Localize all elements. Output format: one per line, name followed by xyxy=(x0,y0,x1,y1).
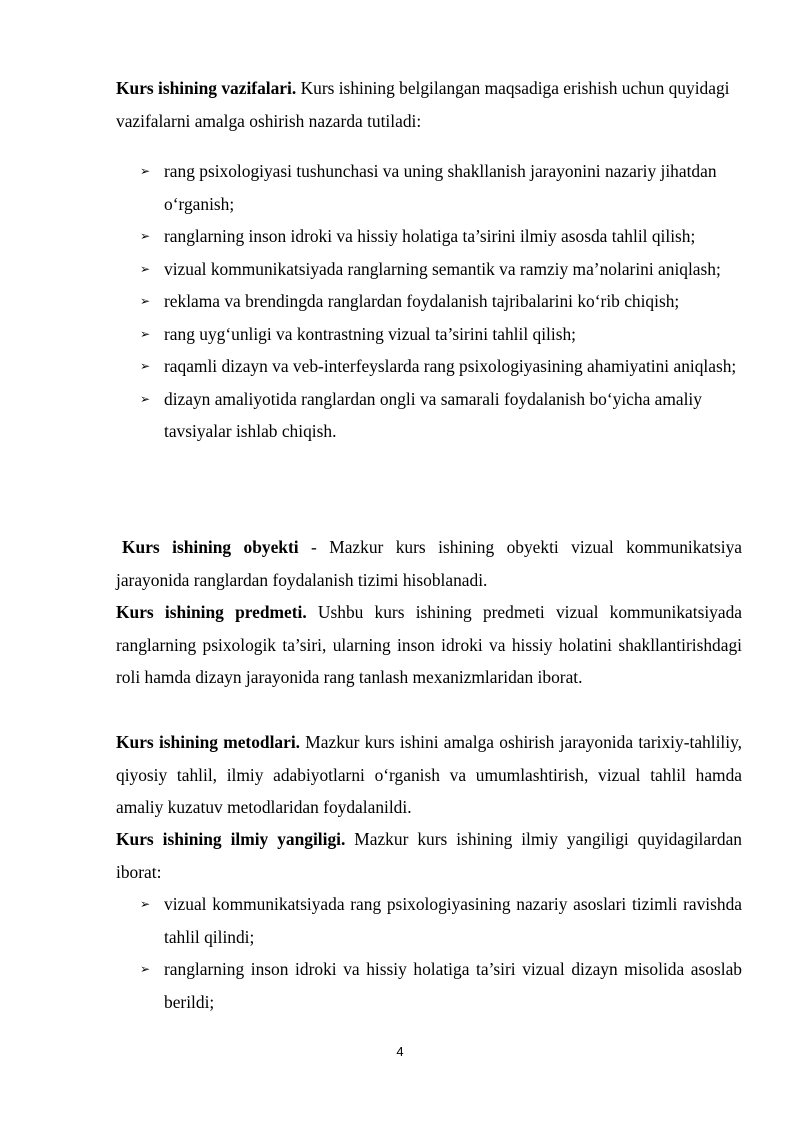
methods-text: Mazkur kurs ishini amalga oshirish jarayonida tarixiy-tahliliy, qiyosiy tahlil, ilmiy adabiyotlarni o‘rganish va umumlashtirish, vizual tahlil hamda amaliy kuzatuv metodlaridan foydalanildi. xyxy=(116,732,742,817)
arrow-bullet-icon: ➢ xyxy=(140,897,151,911)
novelty-list xyxy=(116,888,742,1018)
subject-paragraph xyxy=(116,596,742,694)
subject-text: Ushbu kurs ishining predmeti vizual kommunikatsiyada ranglarning psixologik ta’siri, ularning inson idroki va hissiy holatini shakllantirishdagi roli hamda dizayn jarayonida rang tanlash mexanizmlaridan iborat. xyxy=(116,602,742,687)
list-item: ➢ vizual kommunikatsiyada ranglarning semantik va ramziy ma’nolarini aniqlash; xyxy=(116,253,742,286)
subject-heading: Kurs ishining predmeti. xyxy=(116,602,307,622)
list-item: ➢ raqamli dizayn va veb-interfeyslarda rang psixologiyasining ahamiyatini aniqlash; xyxy=(116,350,742,383)
arrow-bullet-icon: ➢ xyxy=(140,261,151,276)
methods-heading: Kurs ishining metodlari. xyxy=(116,732,301,752)
tasks-paragraph xyxy=(116,72,742,137)
list-item: ➢ dizayn amaliyotida ranglardan ongli va samarali foydalanish bo‘yicha amaliy tavsiyalar ishlab chiqish. xyxy=(116,383,742,448)
arrow-bullet-icon: ➢ xyxy=(140,359,151,373)
list-item: ➢ reklama va brendingda ranglardan foydalanish tajribalarini ko‘rib chiqish; xyxy=(116,285,742,318)
tasks-intro: Kurs ishining belgilangan maqsadiga erishish uchun quyidagi vazifalarni amalga oshirish nazarda tutiladi: xyxy=(116,78,730,131)
arrow-bullet-icon: ➢ xyxy=(140,326,151,341)
arrow-bullet-icon: ➢ xyxy=(140,391,151,406)
methods-paragraph xyxy=(116,726,742,824)
object-paragraph xyxy=(116,531,742,596)
object-heading: Kurs ishining obyekti xyxy=(122,537,299,557)
arrow-bullet-icon: ➢ xyxy=(140,229,151,243)
list-item: ➢ ranglarning inson idroki va hissiy holatiga ta’siri vizual dizayn misolida asoslab berildi; xyxy=(116,953,742,1018)
arrow-bullet-icon: ➢ xyxy=(140,294,151,308)
tasks-list xyxy=(116,155,742,448)
novelty-paragraph xyxy=(116,823,742,888)
list-item: ➢ rang psixologiyasi tushunchasi va uning shakllanish jarayonini nazariy jihatdan o‘rganish; xyxy=(116,155,742,220)
object-text: - Mazkur kurs ishining obyekti vizual kommunikatsiya jarayonida ranglardan foydalanish tizimi hisoblanadi. xyxy=(116,537,742,590)
list-item: ➢ vizual kommunikatsiyada rang psixologiyasining nazariy asoslari tizimli ravishda tahlil qilindi; xyxy=(116,888,742,953)
page-number: 4 xyxy=(396,1044,404,1059)
arrow-bullet-icon: ➢ xyxy=(140,962,151,976)
tasks-heading: Kurs ishining vazifalari. xyxy=(116,78,297,98)
list-item: ➢ rang uyg‘unligi va kontrastning vizual ta’sirini tahlil qilish; xyxy=(116,318,742,351)
arrow-bullet-icon: ➢ xyxy=(140,164,151,178)
novelty-text: Mazkur kurs ishining ilmiy yangiligi quyidagilardan iborat: xyxy=(116,829,742,882)
novelty-heading: Kurs ishining ilmiy yangiligi. xyxy=(116,829,346,849)
list-item: ➢ ranglarning inson idroki va hissiy holatiga ta’sirini ilmiy asosda tahlil qilish; xyxy=(116,220,742,253)
